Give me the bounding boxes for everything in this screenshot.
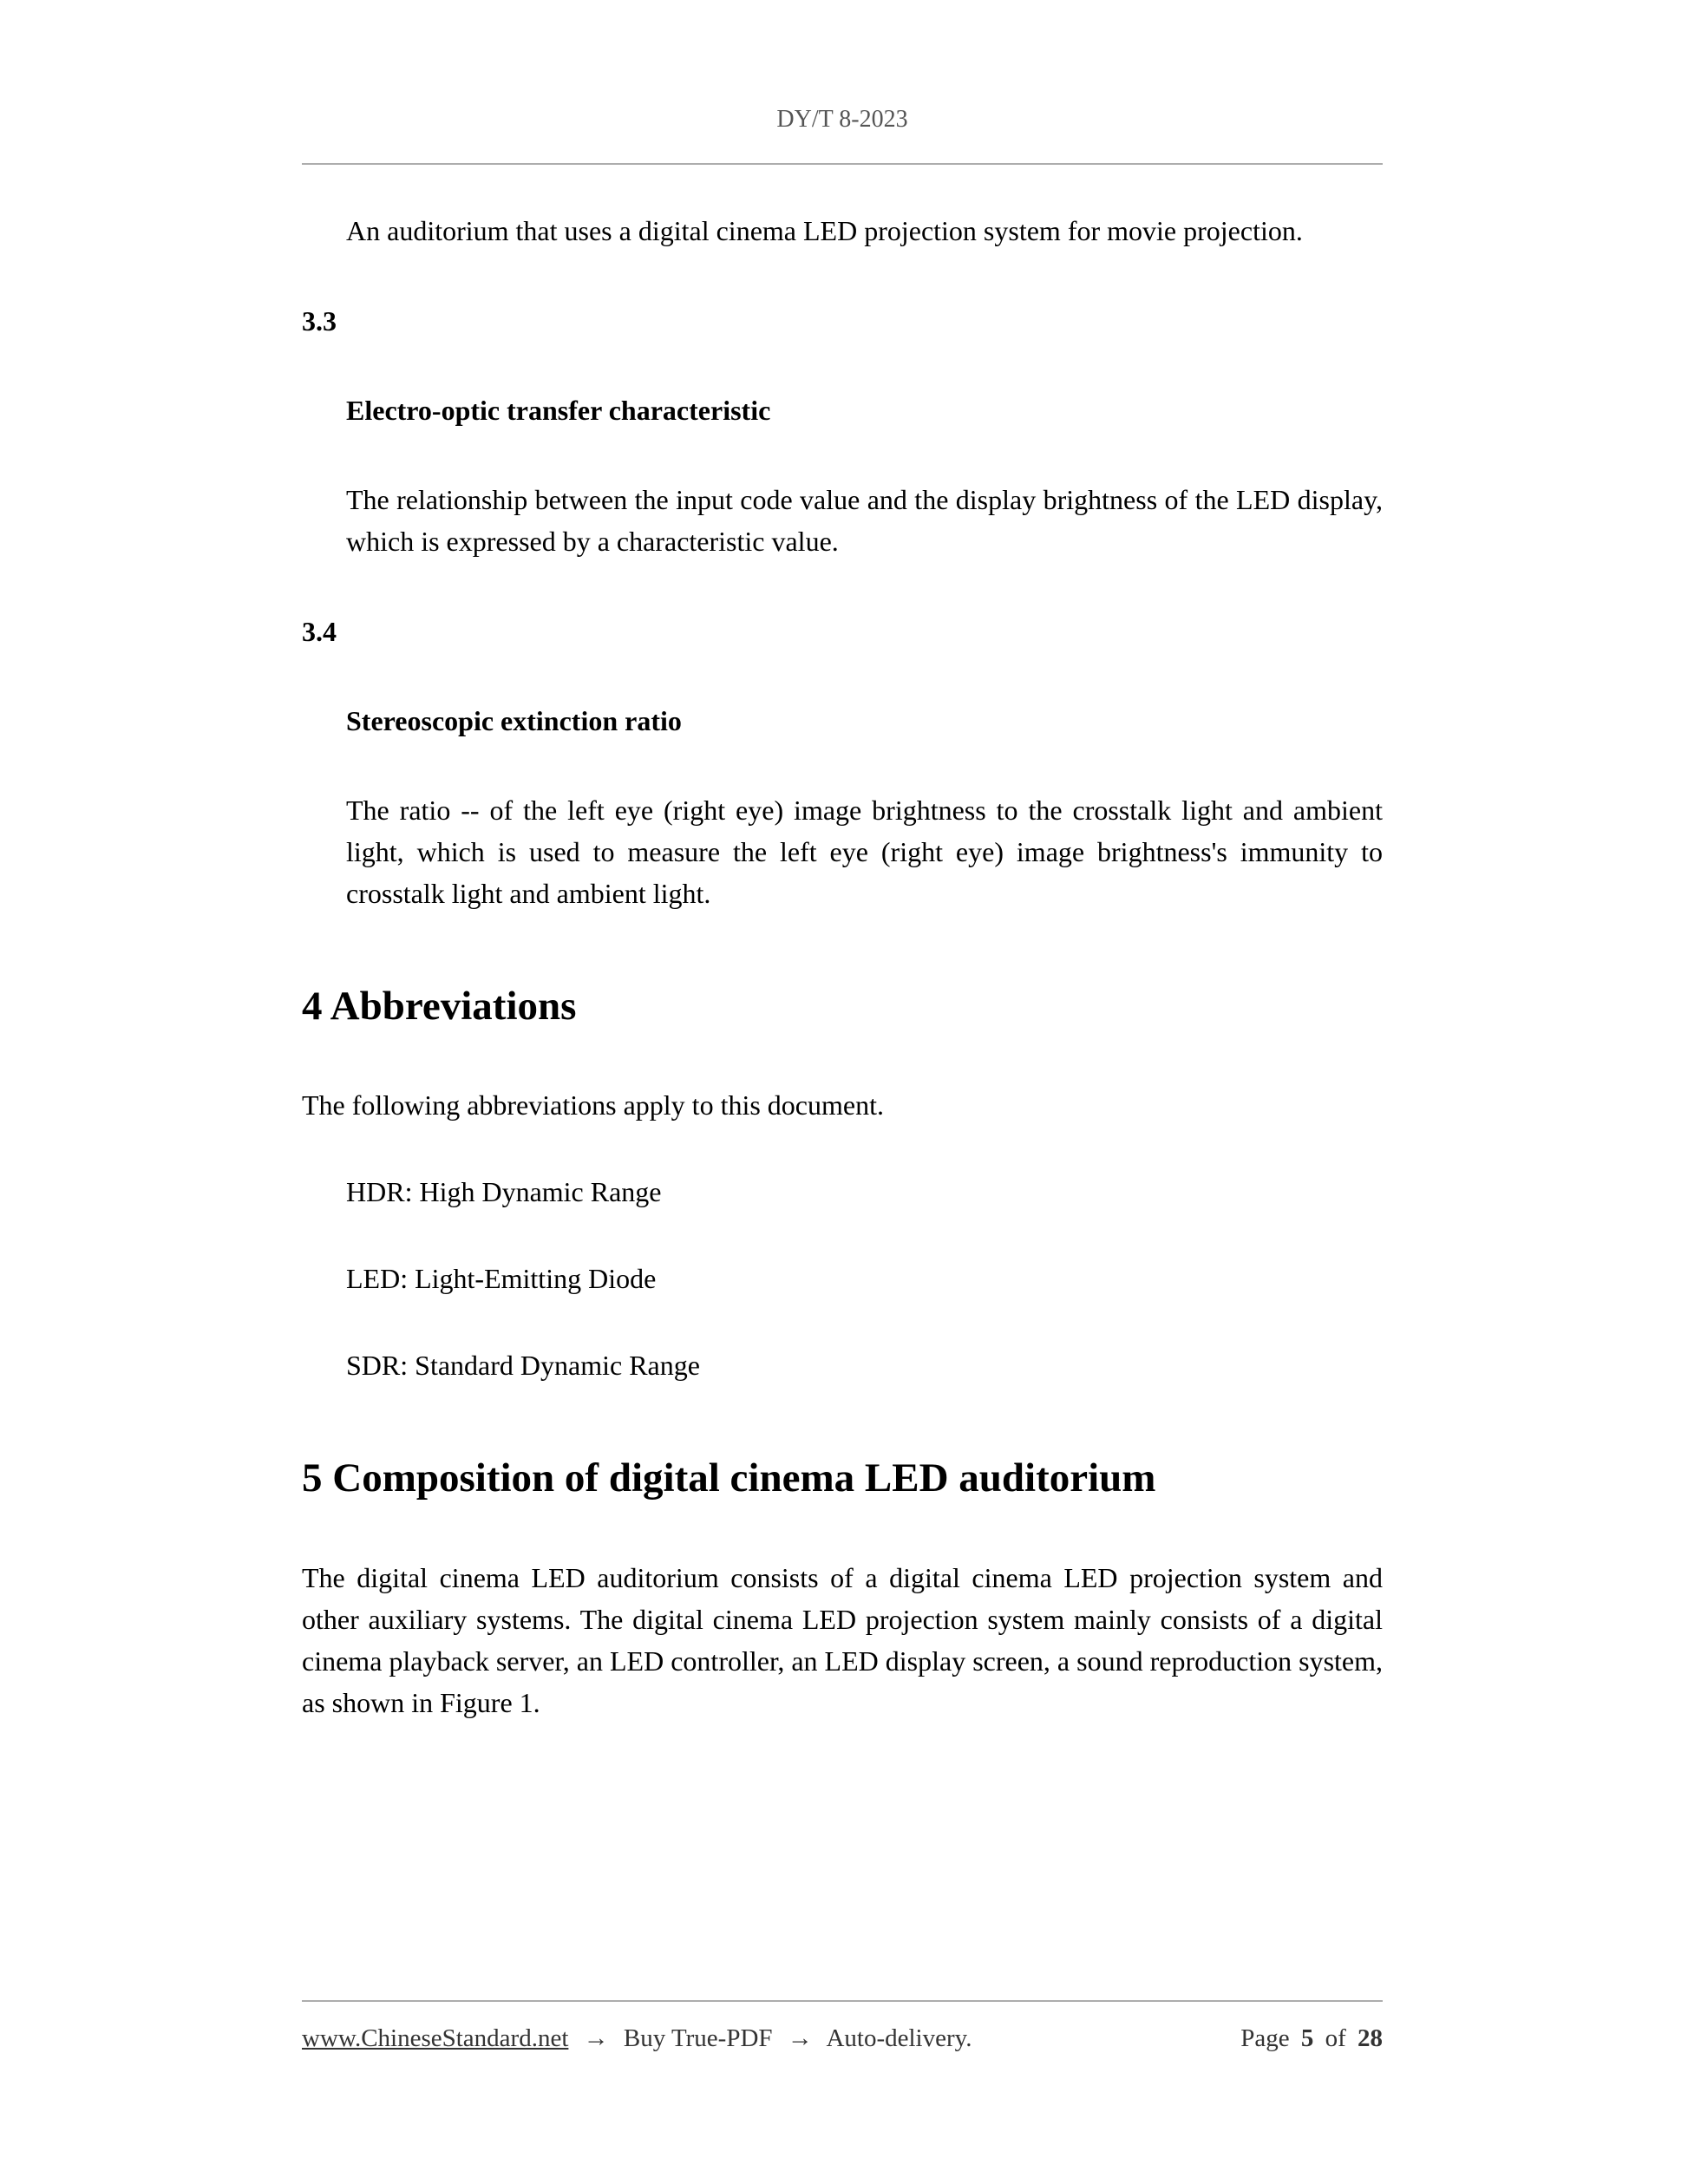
page-content	[302, 0, 1383, 1723]
heading-composition: 5 Composition of digital cinema LED auditorium	[302, 1455, 1156, 1501]
section-3-4-body: The ratio -- of the left eye (right eye) image brightness to the crosstalk light and ambient light, which is used to measure the left eye (right eye) image brightness's immunity to crosstalk light and ambient light.	[346, 794, 1383, 909]
footer-buy-label: Buy True-PDF	[623, 2024, 773, 2052]
footer-source-line	[302, 2024, 972, 2053]
page-header-title: DY/T 8-2023	[776, 106, 908, 133]
arrow-right-icon: →	[787, 2024, 813, 2052]
intro-paragraph: An auditorium that uses a digital cinema LED projection system for movie projection.	[346, 215, 1303, 246]
footer-divider	[302, 2000, 1383, 2002]
footer-website-link[interactable]: www.ChineseStandard.net	[302, 2024, 569, 2052]
section-3-3-body: The relationship between the input code value and the display brightness of the LED display, which is expressed by a characteristic value.	[346, 484, 1383, 557]
abbreviation-item-sdr: SDR: Standard Dynamic Range	[346, 1350, 700, 1382]
footer-delivery-label: Auto-delivery.	[826, 2024, 972, 2052]
footer-page-number: 5	[1300, 2024, 1314, 2052]
header-divider	[302, 163, 1383, 165]
footer-page-indicator	[1240, 2024, 1383, 2053]
footer-of-label: of	[1325, 2024, 1346, 2052]
footer-page-label: Page	[1240, 2024, 1290, 2052]
section-5-body: The digital cinema LED auditorium consists of a digital cinema LED projection system and other auxiliary systems. The digital cinema LED projection system mainly consists of a digital cinema playback server, an LED controller, an LED display screen, a sound reproduction system, as shown in Figure 1.	[302, 1561, 1383, 1718]
arrow-right-icon: →	[583, 2024, 609, 2052]
page-footer	[302, 2000, 1383, 2053]
heading-abbreviations: 4 Abbreviations	[302, 984, 577, 1029]
section-number-3-3: 3.3	[302, 305, 337, 337]
abbreviations-intro: The following abbreviations apply to this document.	[302, 1089, 884, 1121]
footer-page-total: 28	[1358, 2024, 1383, 2052]
section-number-3-4: 3.4	[302, 616, 337, 647]
section-title-electro-optic: Electro-optic transfer characteristic	[346, 395, 771, 426]
section-title-stereoscopic: Stereoscopic extinction ratio	[346, 705, 682, 736]
abbreviation-item-led: LED: Light-Emitting Diode	[346, 1263, 657, 1295]
abbreviation-item-hdr: HDR: High Dynamic Range	[346, 1176, 662, 1208]
